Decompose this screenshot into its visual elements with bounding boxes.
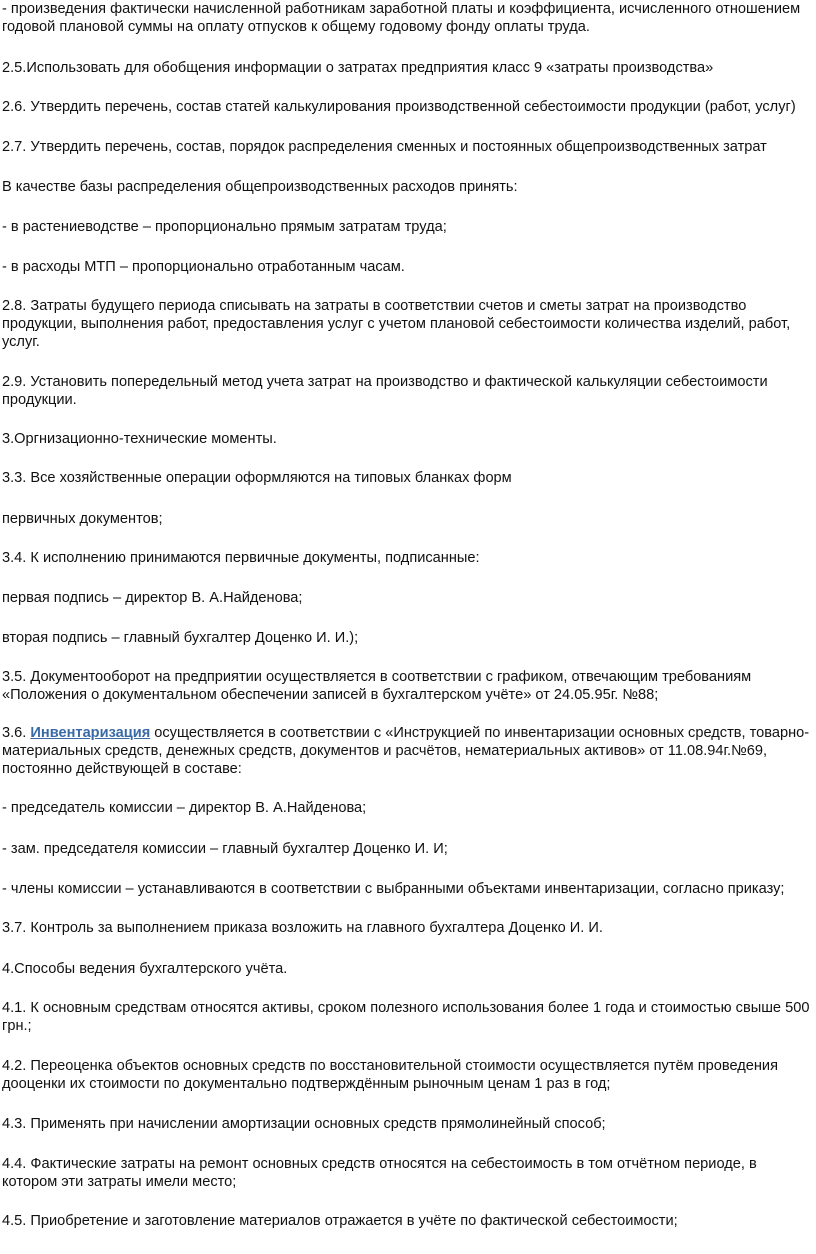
paragraph-4-2: 4.2. Переоценка объектов основных средств по восстановительной стоимости осуществляется путём проведения дооценки их стоимости по документально подтверждённым рыночным ценам 1 раз в год; (2, 1058, 778, 1092)
paragraph-4-5: 4.5. Приобретение и заготовление материалов отражается в учёте по фактической себестоимости; (2, 1213, 678, 1229)
paragraph-2-5: 2.5.Использовать для обобщения информации о затратах предприятия класс 9 «затраты производства» (2, 60, 714, 76)
paragraph-distribution-base: В качестве базы распределения общепроизводственных расходов принять: (2, 179, 518, 195)
paragraph-commission-deputy: - зам. председателя комиссии – главный бухгалтер Доценко И. И; (2, 841, 448, 857)
paragraph-3-5: 3.5. Документооборот на предприятии осуществляется в соответствии с графиком, отвечающим требованиям «Положения о документальном обеспечении записей в бухгалтерском учёте» от 24.05.95г. №88; (2, 669, 752, 703)
paragraph-2-9: 2.9. Установить попередельный метод учета затрат на производство и фактической калькуляции себестоимости продукции. (2, 374, 768, 408)
paragraph-4-1: 4.1. К основным средствам относятся активы, сроком полезного использования более 1 года и стоимостью свыше 500 грн.; (2, 1000, 810, 1034)
paragraph-4-4: 4.4. Фактические затраты на ремонт основных средств относятся на себестоимость в том отчётном периоде, в котором эти затраты имели место; (2, 1156, 757, 1190)
heading-section-3: 3.Оргнизационно-технические моменты. (2, 431, 277, 447)
paragraph-3-3: 3.3. Все хозяйственные операции оформляются на типовых бланках форм (2, 470, 512, 486)
heading-section-4: 4.Способы ведения бухгалтерского учёта. (2, 961, 288, 977)
paragraph-commission-chair: - председатель комиссии – директор В. А.Найденова; (2, 800, 367, 816)
paragraph-intro: - произведения фактически начисленной работникам заработной платы и коэффициента, исчисленного отношением годовой плановой суммы на оплату отпусков к общему годовому фонду оплаты труда. (2, 1, 801, 35)
paragraph-3-6-text: осуществляется в соответствии с «Инструкцией по инвентаризации основных средств, товарно-материальных средств, денежных средств, документов и расчётов, нематериальных активов» от 11.08.94г.№69, постоянно действующей в составе: (2, 725, 810, 777)
paragraph-second-signature: вторая подпись – главный бухгалтер Доценко И. И.); (2, 630, 359, 646)
paragraph-2-8: 2.8. Затраты будущего периода списывать на затраты в соответствии счетов и сметы затрат на производство продукции, выполнения работ, предоставления услуг с учетом плановой себестоимости количества изделий, работ, услуг. (2, 298, 791, 350)
paragraph-2-6: 2.6. Утвердить перечень, состав статей калькулирования производственной себестоимости продукции (работ, услуг) (2, 99, 796, 115)
paragraph-mtp-costs: - в расходы МТП – пропорционально отработанным часам. (2, 259, 405, 275)
paragraph-3-6-prefix: 3.6. (2, 725, 31, 741)
paragraph-4-3: 4.3. Применять при начислении амортизации основных средств прямолинейный способ; (2, 1116, 606, 1132)
paragraph-3-3-continued: первичных документов; (2, 511, 163, 527)
paragraph-first-signature: первая подпись – директор В. А.Найденова; (2, 590, 303, 606)
inventory-link[interactable]: Инвентаризация (30, 725, 151, 741)
paragraph-commission-members: - члены комиссии – устанавливаются в соответствии с выбранными объектами инвентаризации, согласно приказу; (2, 881, 785, 897)
paragraph-2-7: 2.7. Утвердить перечень, состав, порядок распределения сменных и постоянных общепроизводственных затрат (2, 139, 767, 155)
paragraph-3-4: 3.4. К исполнению принимаются первичные документы, подписанные: (2, 550, 480, 566)
paragraph-3-6 (2, 724, 814, 778)
paragraph-plant-growing: - в растениеводстве – пропорционально прямым затратам труда; (2, 219, 447, 235)
paragraph-3-7: 3.7. Контроль за выполнением приказа возложить на главного бухгалтера Доценко И. И. (2, 920, 603, 936)
